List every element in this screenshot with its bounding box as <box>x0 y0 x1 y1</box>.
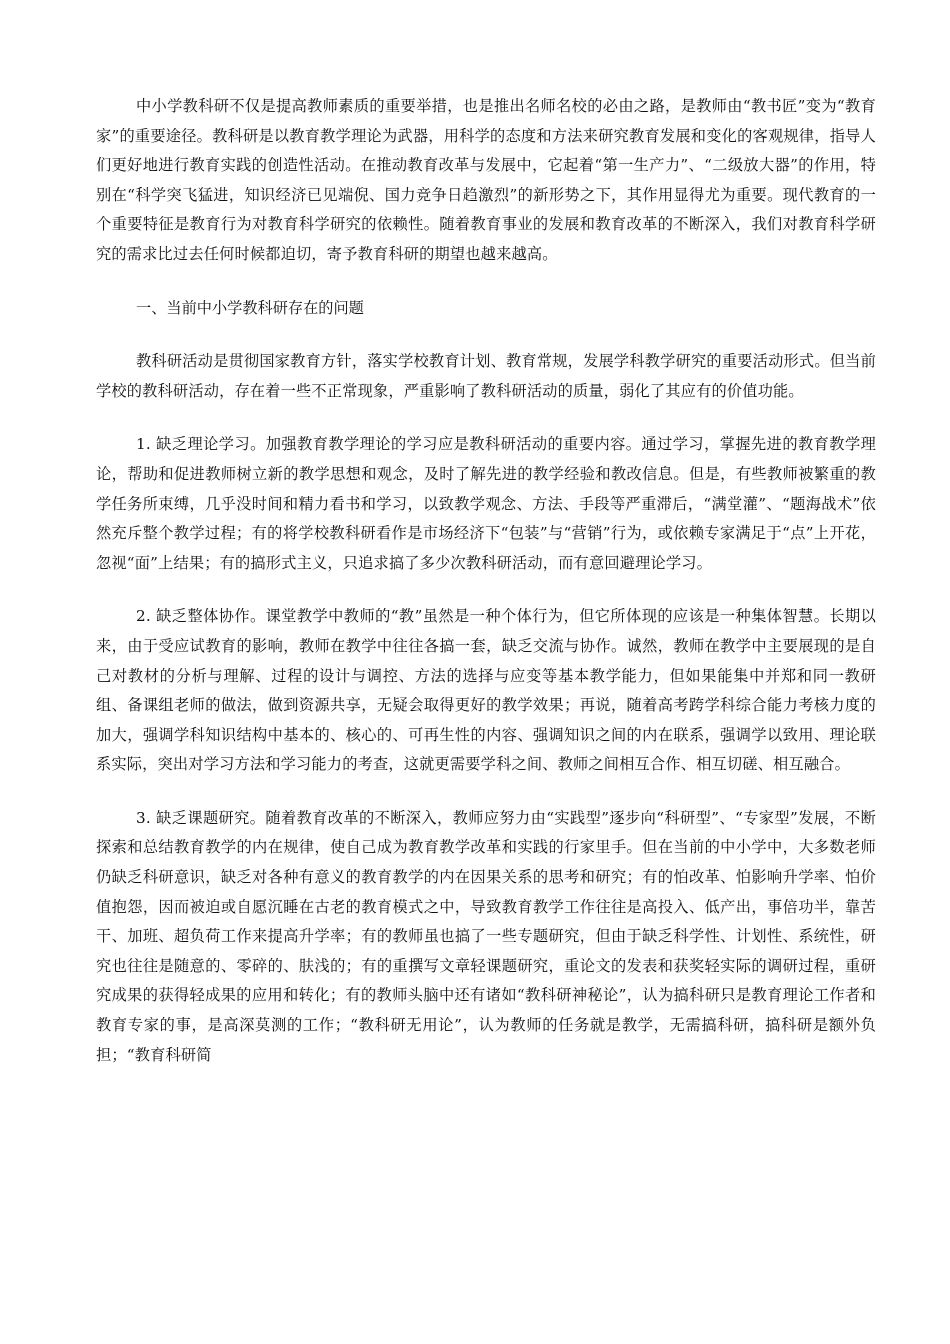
point-3-paragraph: 3. 缺乏课题研究。随着教育改革的不断深入，教师应努力由“实践型”逐步向“科研型”、“专家型”发展，不断探索和总结教育教学的内在规律，使自己成为教育教学改革和实践的行家里手。但在当前的中小学中，大多数老师仍缺乏科研意识，缺乏对各种有意义的教育教学的内在因果关系的思考和研究；有的怕改革、怕影响升学率、怕价值抱怨，因而被迫或自愿沉睡在古老的教育模式之中，导致教育教学工作往往是高投入、低产出，事倍功半，靠苦干、加班、超负荷工作来提高升学率；有的教师虽也搞了一些专题研究，但由于缺乏科学性、计划性、系统性，研究也往往是随意的、零碎的、肤浅的；有的重撰写文章轻课题研究，重论文的发表和获奖轻实际的调研过程，重研究成果的获得轻成果的应用和转化；有的教师头脑中还有诸如“教科研神秘论”，认为搞科研只是教育理论工作者和教育专家的事，是高深莫测的工作；“教科研无用论”，认为教师的任务就是教学，无需搞科研，搞科研是额外负担；“教育科研简 <box>96 808 876 1064</box>
section-heading: 一、当前中小学教科研存在的问题 <box>136 298 364 317</box>
point-1-paragraph: 1. 缺乏理论学习。加强教育教学理论的学习应是教科研活动的重要内容。通过学习，掌握先进的教育教学理论，帮助和促进教师树立新的教学思想和观念，及时了解先进的教学经验和教改信息。但是，有些教师被繁重的教学任务所束缚，几乎没时间和精力看书和学习，以致教学观念、方法、手段等严重滞后，“满堂灌”、“题海战术”依然充斥整个教学过程；有的将学校教科研看作是市场经济下“包装”与“营销”行为，或依赖专家满足于“点”上开花，忽视“面”上结果；有的搞形式主义，只追求搞了多少次教科研活动，而有意回避理论学习。 <box>96 435 876 572</box>
point-2-paragraph: 2. 缺乏整体协作。课堂教学中教师的“教”虽然是一种个体行为，但它所体现的应该是一种集体智慧。长期以来，由于受应试教育的影响，教师在教学中往往各搞一套，缺乏交流与协作。诚然，教师在教学中主要展现的是自己对教材的分析与理解、过程的设计与调控、方法的选择与应变等基本教学能力，但如果能集中并郑和同一教研组、备课组老师的做法，做到资源共享，无疑会取得更好的教学效果；再说，随着高考跨学科综合能力考核力度的加大，强调学科知识结构中基本的、核心的、可再生性的内容、强调知识之间的内在联系，强调学以致用、理论联系实际，突出对学习方法和学习能力的考查，这就更需要学科之间、教师之间相互合作、相互切磋、相互融合。 <box>96 607 876 774</box>
section-intro-paragraph: 教科研活动是贯彻国家教育方针，落实学校教育计划、教育常规，发展学科教学研究的重要活动形式。但当前学校的教科研活动，存在着一些不正常现象，严重影响了教科研活动的质量，弱化了其应有的价值功能。 <box>96 352 876 400</box>
intro-paragraph: 中小学教科研不仅是提高教师素质的重要举措，也是推出名师名校的必由之路，是教师由“教书匠”变为“教育家”的重要途径。教科研是以教育教学理论为武器，用科学的态度和方法来研究教育发展和变化的客观规律，指导人们更好地进行教育实践的创造性活动。在推动教育改革与发展中，它起着“第一生产力”、“二级放大器”的作用，特别在“科学突飞猛进，知识经济已见端倪、国力竞争日趋激烈”的新形势之下，其作用显得尤为重要。现代教育的一个重要特征是教育行为对教育科学研究的依赖性。随着教育事业的发展和教育改革的不断深入，我们对教育科学研究的需求比过去任何时候都迫切，寄予教育科研的期望也越来越高。 <box>96 97 876 263</box>
document-page <box>96 92 876 1070</box>
